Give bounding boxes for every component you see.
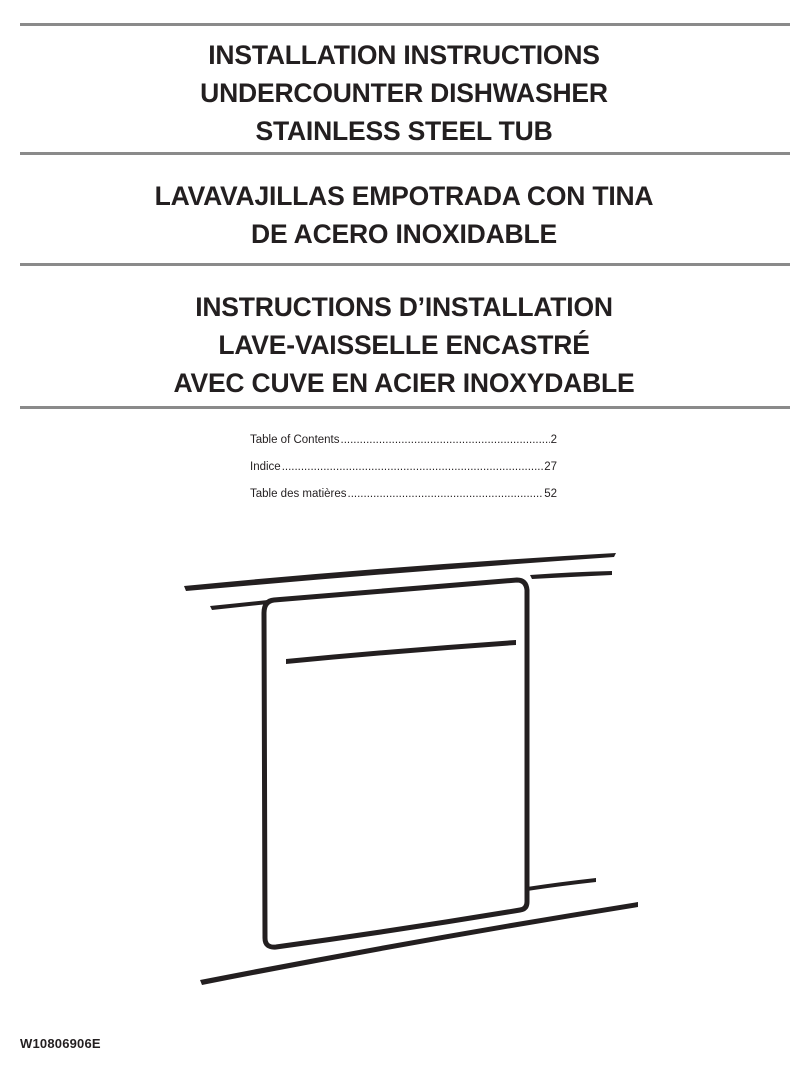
spanish-title — [0, 177, 808, 253]
spanish-title-line-2: DE ACERO INOXIDABLE — [251, 219, 557, 249]
toc-page: 52 — [544, 488, 557, 500]
divider-3 — [20, 263, 790, 266]
toc-leader — [348, 481, 544, 508]
toc-entry-spanish[interactable] — [250, 454, 557, 481]
divider-top — [20, 23, 790, 26]
toc-label: Table of Contents — [250, 434, 340, 446]
french-title — [0, 288, 808, 402]
french-title-line-2: LAVE-VAISSELLE ENCASTRÉ — [218, 330, 590, 360]
toc-leader — [341, 427, 550, 454]
countertop-line — [184, 553, 616, 591]
toc-entry-french[interactable] — [250, 481, 557, 508]
countertop-edge-right — [530, 571, 612, 579]
english-title-line-2: UNDERCOUNTER DISHWASHER — [200, 78, 608, 108]
countertop-edge-left — [210, 600, 268, 610]
french-title-line-1: INSTRUCTIONS D’INSTALLATION — [195, 292, 613, 322]
toc-page: 27 — [544, 461, 557, 473]
english-title — [0, 36, 808, 150]
door-handle — [286, 640, 516, 664]
english-title-line-3: STAINLESS STEEL TUB — [255, 116, 553, 146]
toc-entry-english[interactable] — [250, 427, 557, 454]
toc-page: 2 — [550, 434, 557, 446]
french-title-line-3: AVEC CUVE EN ACIER INOXYDABLE — [173, 368, 635, 398]
toc-label: Table des matières — [250, 488, 347, 500]
dishwasher-illustration — [0, 540, 808, 1000]
english-title-line-1: INSTALLATION INSTRUCTIONS — [208, 40, 600, 70]
toc-leader — [282, 454, 544, 481]
toe-kick-right — [527, 878, 596, 891]
divider-4 — [20, 406, 790, 409]
door-panel — [264, 580, 527, 947]
table-of-contents — [250, 427, 557, 508]
toc-label: Indice — [250, 461, 281, 473]
spanish-title-line-1: LAVAVAJILLAS EMPOTRADA CON TINA — [154, 181, 654, 211]
part-number: W10806906E — [20, 1036, 101, 1051]
divider-2 — [20, 152, 790, 155]
